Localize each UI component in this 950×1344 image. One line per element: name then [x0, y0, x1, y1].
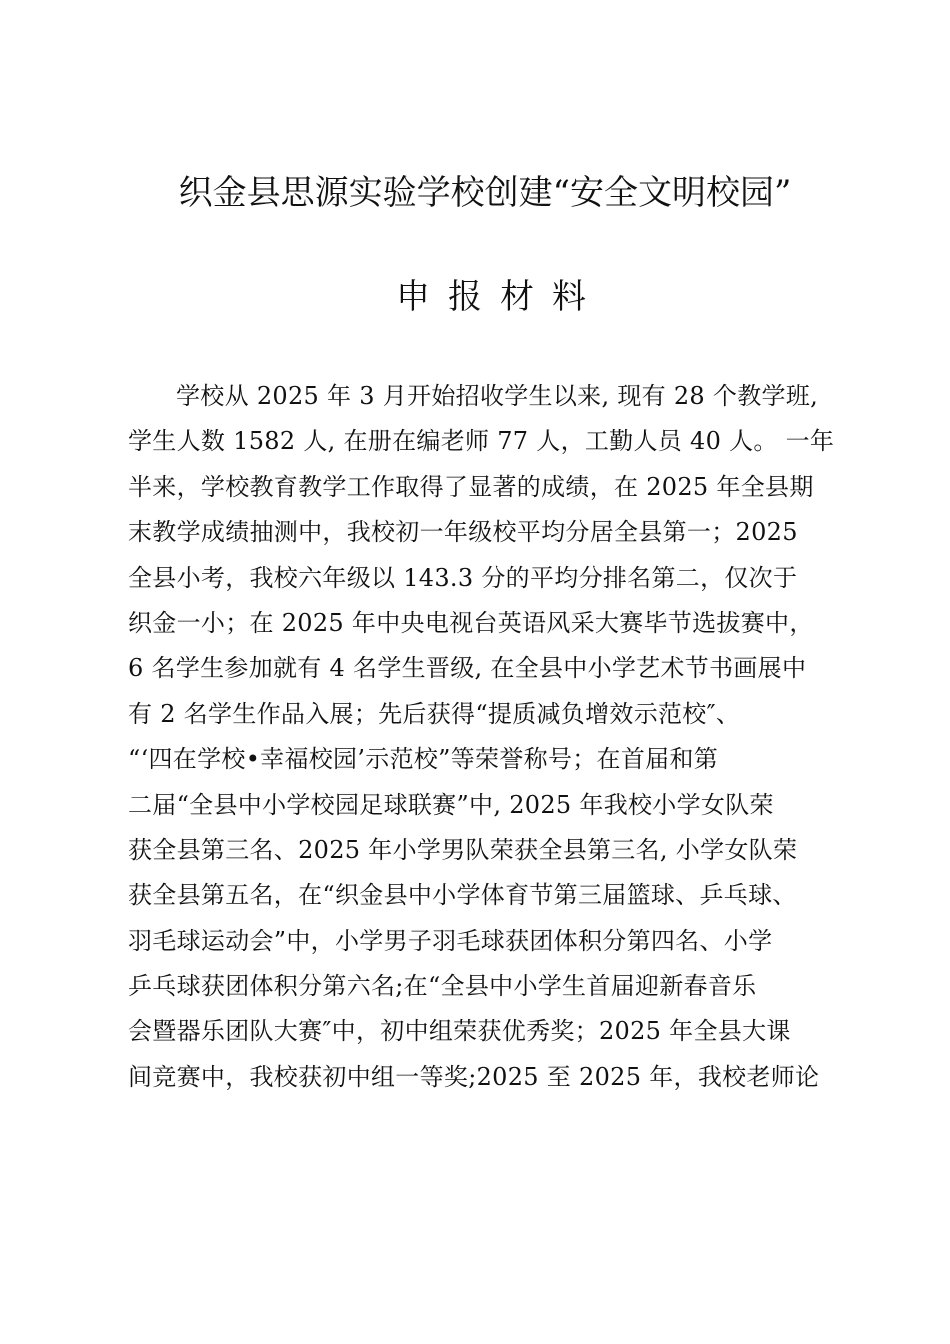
document-title: 织金县思源实验学校创建“安全文明校园” — [178, 173, 792, 213]
body-line: 学校从 2025 年 3 月开始招收学生以来, 现有 28 个教学班, — [176, 382, 819, 410]
body-line: 6 名学生参加就有 4 名学生晋级, 在全县中小学艺术节书画展中 — [128, 654, 807, 683]
body-line: “‘四在学校•幸福校园’示范校”等荣誉称号；在首届和第 — [128, 745, 719, 774]
body-line: 二届“全县中小学校园足球联赛”中, 2025 年我校小学女队荣 — [128, 790, 774, 819]
body-line: 末教学成绩抽测中，我校初一年级校平均分居全县第一；2025 — [128, 518, 798, 547]
body-line: 乒乓球获团体积分第六名;在“全县中小学生首届迎新春音乐 — [128, 972, 757, 1001]
body-line: 全县小考，我校六年级以 143.3 分的平均分排名第二，仅次于 — [128, 563, 798, 592]
body-line: 羽毛球运动会”中，小学男子羽毛球获团体积分第四名、小学 — [128, 926, 773, 955]
body-paragraph — [128, 374, 848, 1100]
body-line: 间竞赛中，我校获初中组一等奖;2025 至 2025 年，我校老师论 — [128, 1062, 820, 1091]
body-line: 学生人数 1582 人, 在册在编老师 77 人，工勤人员 40 人。 一年 — [128, 427, 835, 456]
body-line: 半来，学校教育教学工作取得了显著的成绩，在 2025 年全县期 — [128, 472, 814, 501]
body-line: 织金一小；在 2025 年中央电视台英语风采大赛毕节选拔赛中， — [128, 608, 814, 637]
body-line: 获全县第三名、2025 年小学男队荣获全县第三名, 小学女队荣 — [128, 835, 798, 864]
body-line: 获全县第五名，在“织金县中小学体育节第三届篮球、乒乓球、 — [128, 881, 797, 910]
document-subtitle: 申报材料 — [396, 277, 604, 317]
body-line: 会暨器乐团队大赛″中，初中组荣获优秀奖；2025 年全县大课 — [128, 1017, 791, 1046]
body-line: 有 2 名学生作品入展；先后获得“提质减负增效示范校″、 — [128, 699, 741, 728]
